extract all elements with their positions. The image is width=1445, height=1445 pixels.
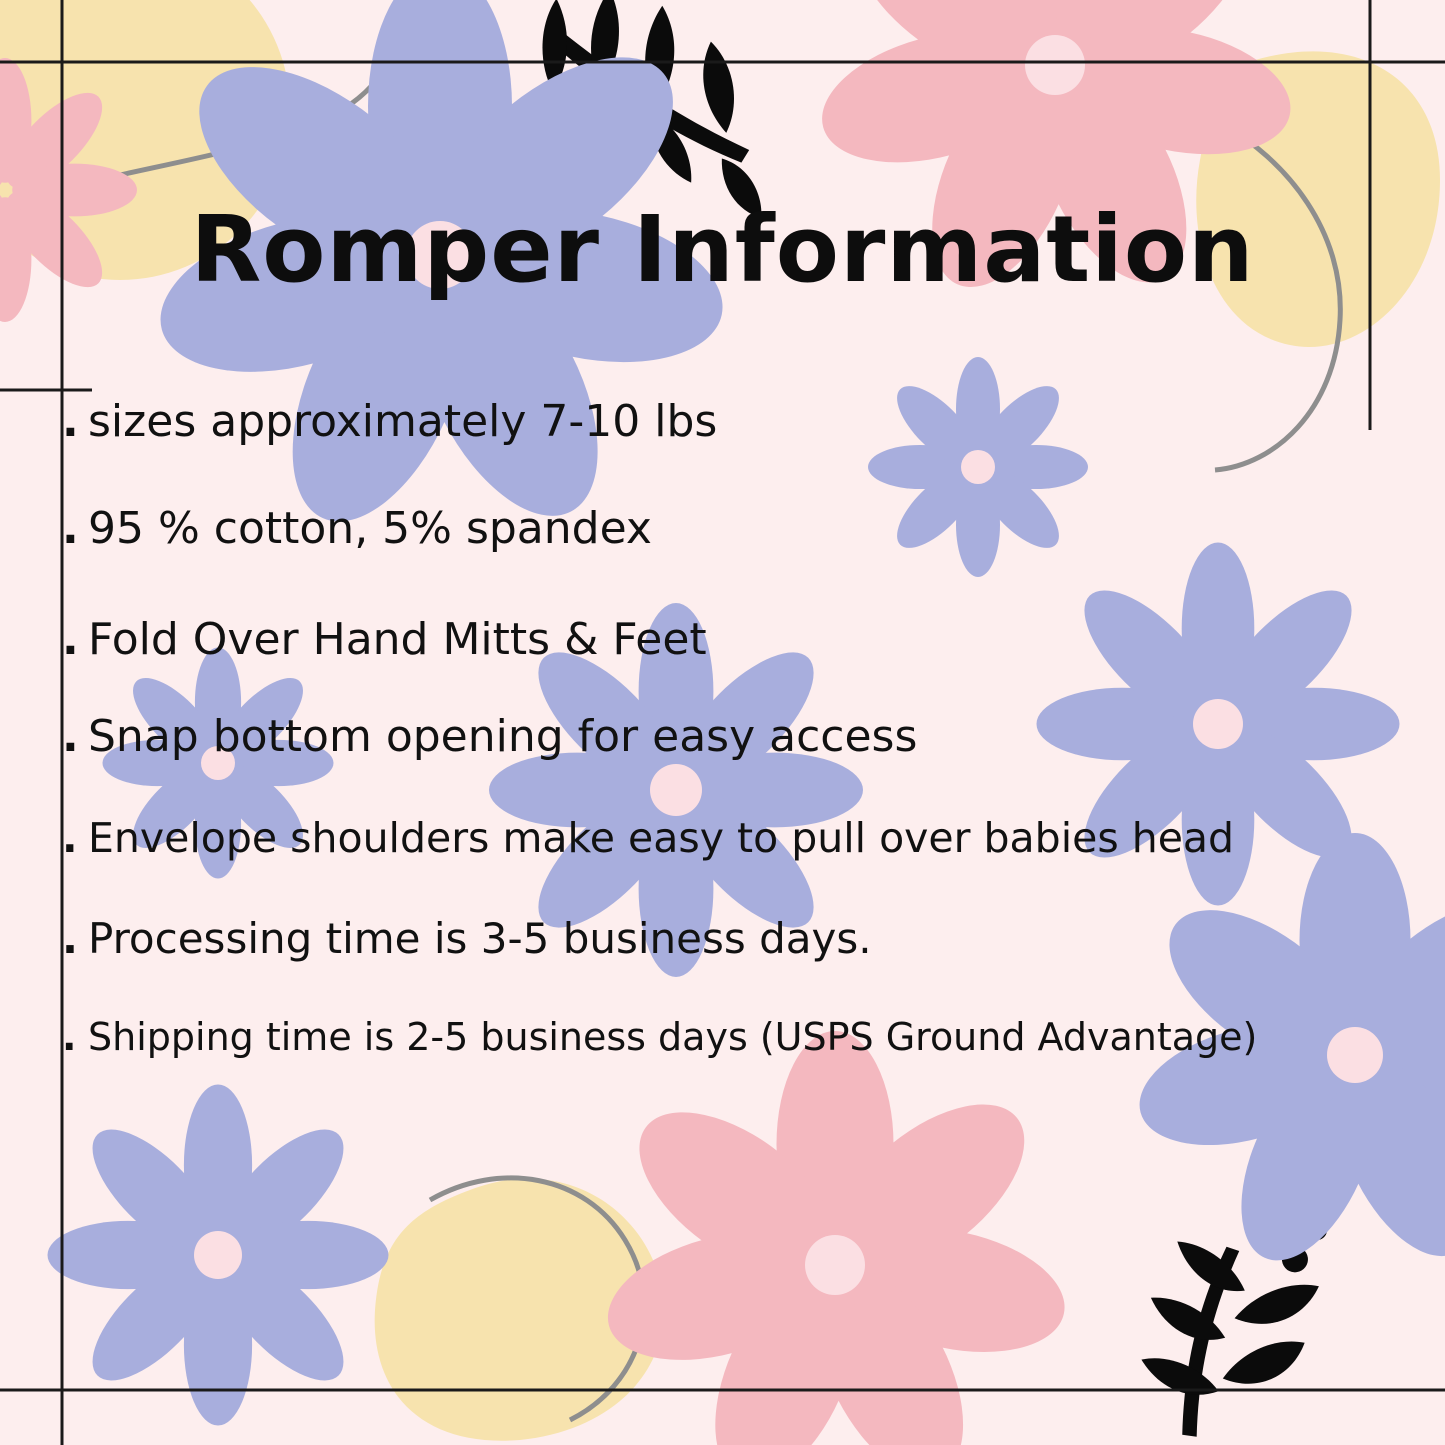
bullet-marker: .: [62, 396, 79, 447]
list-item-label: Processing time is 3-5 business days.: [88, 914, 872, 963]
page-title: Romper Information: [190, 196, 1255, 303]
list-item-label: Snap bottom opening for easy access: [88, 711, 918, 762]
bullet-marker: .: [62, 711, 79, 762]
list-item-label: Shipping time is 2-5 business days (USPS Ground Advantage): [88, 1015, 1258, 1059]
list-item: [62, 914, 1415, 963]
bullet-marker: .: [62, 1015, 77, 1059]
list-item: [62, 814, 1415, 862]
bullet-marker: .: [62, 814, 78, 862]
info-bullet-list: [62, 396, 1415, 1059]
list-item-label: Fold Over Hand Mitts & Feet: [88, 614, 707, 665]
list-item: [62, 396, 1415, 447]
list-item: [62, 1015, 1415, 1059]
bullet-marker: .: [62, 614, 79, 665]
list-item: [62, 711, 1415, 762]
bullet-marker: .: [62, 503, 79, 554]
list-item: [62, 614, 1415, 665]
list-item: [62, 503, 1415, 554]
bullet-marker: .: [62, 914, 78, 963]
list-item-label: sizes approximately 7-10 lbs: [88, 396, 718, 447]
list-item-label: Envelope shoulders make easy to pull over babies head: [88, 814, 1235, 862]
list-item-label: 95 % cotton, 5% spandex: [88, 503, 652, 554]
